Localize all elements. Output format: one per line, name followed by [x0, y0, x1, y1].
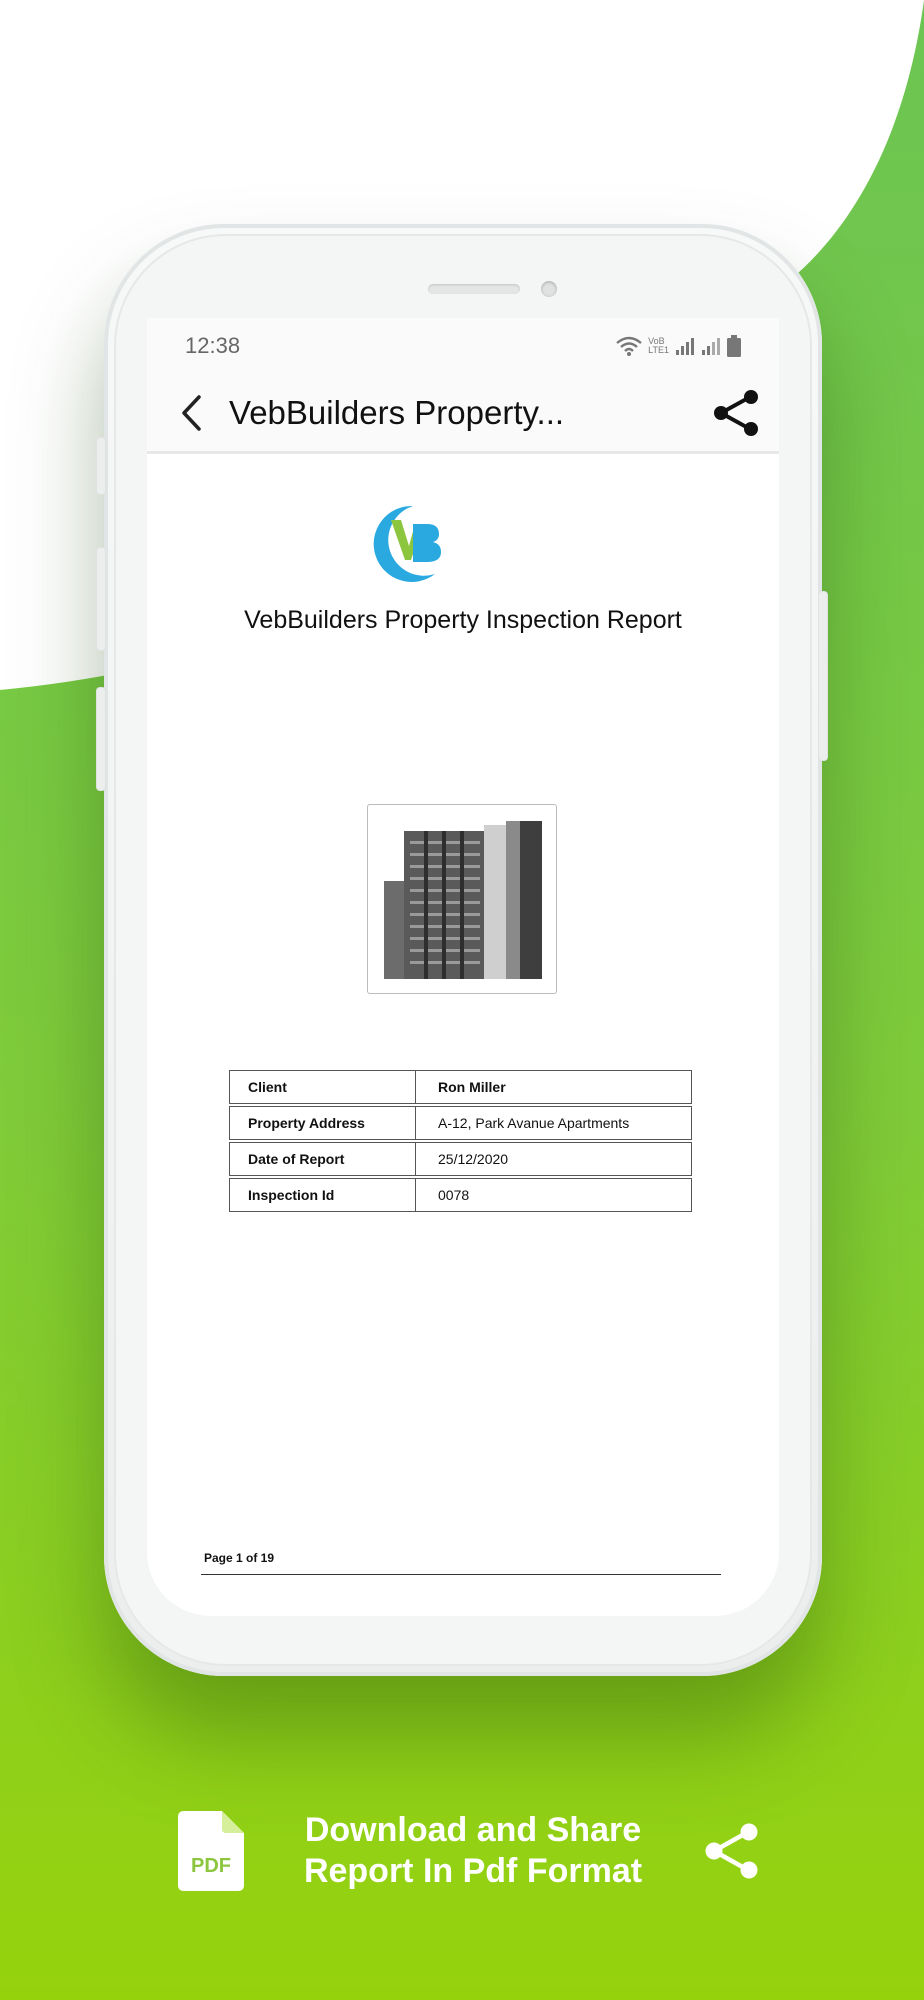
status-icons — [616, 335, 741, 357]
table-value: A-12, Park Avanue Apartments — [415, 1106, 692, 1140]
banner-line: Report In Pdf Format — [303, 1852, 643, 1890]
phone-side-button — [97, 548, 105, 650]
page-indicator: Page 1 of 19 — [204, 1551, 275, 1565]
table-value: Ron Miller — [415, 1070, 692, 1104]
property-photo — [367, 804, 557, 994]
share-icon — [702, 1821, 762, 1881]
app-title: VebBuilders Property... — [229, 393, 565, 431]
table-label: Date of Report — [229, 1142, 415, 1176]
phone-side-button — [97, 438, 105, 494]
table-row — [229, 1070, 692, 1104]
banner-line: Download and Share — [304, 1811, 642, 1849]
footer-divider — [201, 1574, 721, 1575]
building-image — [384, 821, 542, 979]
promo-banner — [178, 1806, 762, 1896]
table-value: 25/12/2020 — [415, 1142, 692, 1176]
status-bar — [147, 318, 779, 374]
chevron-left-icon — [179, 394, 203, 432]
table-row — [229, 1142, 692, 1176]
table-label: Property Address — [229, 1106, 415, 1140]
pdf-label: PDF — [191, 1855, 231, 1877]
app-bar — [147, 374, 779, 454]
phone-screen — [147, 318, 779, 1616]
table-row — [229, 1178, 692, 1212]
pdf-file-icon — [178, 1811, 244, 1891]
signal-icon — [701, 336, 721, 356]
phone-camera — [541, 281, 557, 297]
report-info-table — [229, 1068, 692, 1214]
battery-icon — [727, 335, 741, 357]
table-label: Client — [229, 1070, 415, 1104]
table-row — [229, 1106, 692, 1140]
phone-speaker — [428, 284, 520, 294]
network-type: VoB LTE1 — [648, 336, 669, 355]
status-time: 12:38 — [185, 333, 241, 358]
pdf-page — [147, 454, 779, 1616]
table-value: 0078 — [415, 1178, 692, 1212]
back-button[interactable] — [171, 393, 211, 433]
table-label: Inspection Id — [229, 1178, 415, 1212]
signal-icon — [675, 336, 695, 356]
phone-power-button — [819, 592, 827, 760]
report-title: VebBuilders Property Inspection Report — [244, 606, 682, 634]
wifi-icon — [616, 336, 642, 356]
banner-text — [304, 1810, 642, 1892]
file-icon — [178, 1811, 244, 1891]
share-icon[interactable] — [711, 388, 761, 438]
vebbuilders-logo — [369, 502, 451, 584]
phone-side-button — [97, 688, 105, 790]
